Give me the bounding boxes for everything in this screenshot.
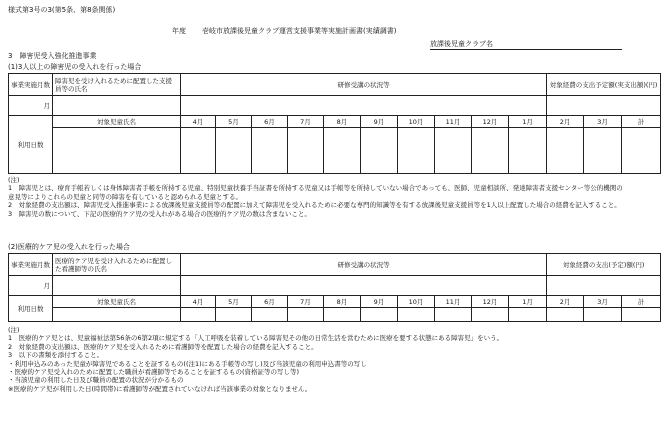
subsection-1-title: (1)3人以上の障害児の受入れを行った場合 — [8, 63, 142, 71]
total-header: 計 — [622, 296, 661, 308]
total-cell[interactable] — [622, 128, 661, 174]
day-cell[interactable] — [472, 128, 509, 174]
day-cell[interactable] — [584, 128, 622, 174]
notes-2 — [8, 326, 623, 393]
month-header: 12月 — [472, 296, 509, 308]
total-header: 計 — [622, 116, 661, 128]
child-name-header: 対象児童氏名 — [53, 296, 181, 308]
day-cell[interactable] — [324, 128, 361, 174]
month-header: 11月 — [435, 296, 472, 308]
day-cell[interactable] — [361, 128, 398, 174]
month-header: 10月 — [398, 116, 435, 128]
month-header: 6月 — [252, 116, 288, 128]
document-title: 壱岐市放課後児童クラブ運営支援事業等実施計画書(実績調書) — [202, 27, 397, 35]
day-cell[interactable] — [509, 128, 547, 174]
col-staff-header: 医療的ケア児を受け入れるために配置した看護師等の氏名 — [53, 254, 181, 276]
month-header: 9月 — [361, 296, 398, 308]
month-header: 2月 — [547, 296, 584, 308]
day-cell[interactable] — [361, 308, 398, 322]
month-header: 4月 — [181, 296, 216, 308]
note-item: 1 医療的ケア児とは、児童福祉法第56条の6第2項に規定する「人工呼吸を装着している障害児その他の日常生活を営むために医療を要する状態にある障害児」をいう。 — [8, 334, 504, 343]
months-cell[interactable] — [9, 276, 53, 296]
day-cell[interactable] — [288, 308, 324, 322]
day-cell[interactable] — [509, 308, 547, 322]
day-cell[interactable] — [547, 308, 584, 322]
staff-name-cell[interactable] — [53, 96, 181, 116]
notes-head: (注) — [8, 326, 20, 334]
subsection-2-title: (2)医療的ケア児の受入れを行った場合 — [8, 243, 130, 251]
month-header: 9月 — [361, 116, 398, 128]
day-cell[interactable] — [324, 308, 361, 322]
staff-name-cell[interactable] — [53, 276, 181, 296]
child-name-header: 対象児童氏名 — [53, 116, 181, 128]
month-header: 7月 — [288, 116, 324, 128]
note-item: ・医療的ケア児受入れのために配置した職員が看護師等であることを証するもの(資格証等の写し等) — [8, 368, 300, 377]
month-header: 6月 — [252, 296, 288, 308]
note-item: ・利用申込みのあった児童が障害児であることを証するもの((注1)にある手帳等の写し)及び当該児童の利用申込書等の写し — [8, 359, 367, 368]
month-header: 8月 — [324, 116, 361, 128]
usage-days-label: 利用日数 — [9, 296, 53, 322]
day-cell[interactable] — [252, 308, 288, 322]
training-cell[interactable] — [181, 276, 547, 296]
note-item: 1 障害児とは、療育手帳若しくは身体障害者手帳を所持する児童、特別児童扶養手当証書を所持する児童又は手帳等を所持していない場合であっても、医師、児童相談所、発達障害者支援センター等公的機関の意見等によりこれらの児童と同等の障害を有していると認められる児童とする。 — [8, 184, 623, 201]
month-header: 12月 — [472, 116, 509, 128]
month-header: 8月 — [324, 296, 361, 308]
section-title: 3 障害児受入強化推進事業 — [8, 52, 97, 60]
day-cell[interactable] — [398, 128, 435, 174]
col-staff-header: 障害児を受け入れるために配置した支援員等の氏名 — [53, 74, 181, 96]
fiscal-year-label: 年度 — [172, 27, 186, 35]
note-item: 2 対象経費の支出額は、障害児受入推進事業による放課後児童支援員等の配置に加えて障害児を受入れるために必要な専門的知識等を有する放課後児童支援員等を1人以上配置した場合の経費を記入すること。 — [8, 201, 621, 210]
months-cell[interactable] — [9, 96, 53, 116]
child-name-cell[interactable] — [53, 128, 181, 174]
day-cell[interactable] — [398, 308, 435, 322]
form-number: 様式第3号の3(第5条、第8条関係) — [8, 6, 116, 14]
notes-1 — [8, 176, 623, 218]
month-header: 7月 — [288, 296, 324, 308]
cost-cell[interactable] — [547, 276, 661, 296]
note-item: ・当該児童の利用した日及び職員の配置の状況が分かるもの — [8, 376, 184, 385]
col-training-header: 研修受講の状況等 — [181, 74, 547, 96]
club-name-label: 放課後児童クラブ名 — [430, 40, 622, 50]
child-name-cell[interactable] — [53, 308, 181, 322]
day-cell[interactable] — [181, 308, 216, 322]
note-item: 3 障害児の数について、下記の医療的ケア児の受入れがある場合の医療的ケア児の数は含まないこと。 — [8, 209, 311, 218]
col-months-header: 事業実施月数 — [9, 254, 53, 276]
day-cell[interactable] — [181, 128, 216, 174]
day-cell[interactable] — [472, 308, 509, 322]
day-cell[interactable] — [547, 128, 584, 174]
month-header: 2月 — [547, 116, 584, 128]
day-cell[interactable] — [435, 128, 472, 174]
disabled-children-table — [8, 73, 661, 174]
note-item: 2 対象経費の支出額は、医療的ケア児を受入れるために看護師等を配置した場合の経費を記入すること。 — [8, 342, 318, 351]
cost-cell[interactable] — [547, 96, 661, 116]
month-header: 11月 — [435, 116, 472, 128]
usage-days-label: 利用日数 — [9, 116, 53, 174]
col-training-header: 研修受講の状況等 — [181, 254, 547, 276]
day-cell[interactable] — [435, 308, 472, 322]
day-cell[interactable] — [288, 128, 324, 174]
month-header: 1月 — [509, 116, 547, 128]
col-months-header: 事業実施月数 — [9, 74, 53, 96]
day-cell[interactable] — [216, 308, 252, 322]
month-header: 5月 — [216, 296, 252, 308]
notes-head: (注) — [8, 176, 20, 184]
training-cell[interactable] — [181, 96, 547, 116]
medical-care-children-table — [8, 253, 661, 322]
note-item: ※医療的ケア児が利用した日(時間帯)に看護師等が配置されていなければ当該事業の対象となりません。 — [8, 384, 312, 393]
month-unit-label: 月 — [43, 101, 50, 110]
day-cell[interactable] — [216, 128, 252, 174]
month-unit-label: 月 — [43, 281, 50, 290]
day-cell[interactable] — [252, 128, 288, 174]
total-cell[interactable] — [622, 308, 661, 322]
month-header: 5月 — [216, 116, 252, 128]
note-item: 3 以下の書類を添付すること。 — [8, 351, 104, 360]
day-cell[interactable] — [584, 308, 622, 322]
month-header: 4月 — [181, 116, 216, 128]
col-cost-header: 対象経費の支出予定額(実支出額)(円) — [547, 74, 661, 96]
month-header: 3月 — [584, 296, 622, 308]
month-header: 1月 — [509, 296, 547, 308]
month-header: 10月 — [398, 296, 435, 308]
month-header: 3月 — [584, 116, 622, 128]
col-cost-header: 対象経費の支出(予定)額(円) — [547, 254, 661, 276]
